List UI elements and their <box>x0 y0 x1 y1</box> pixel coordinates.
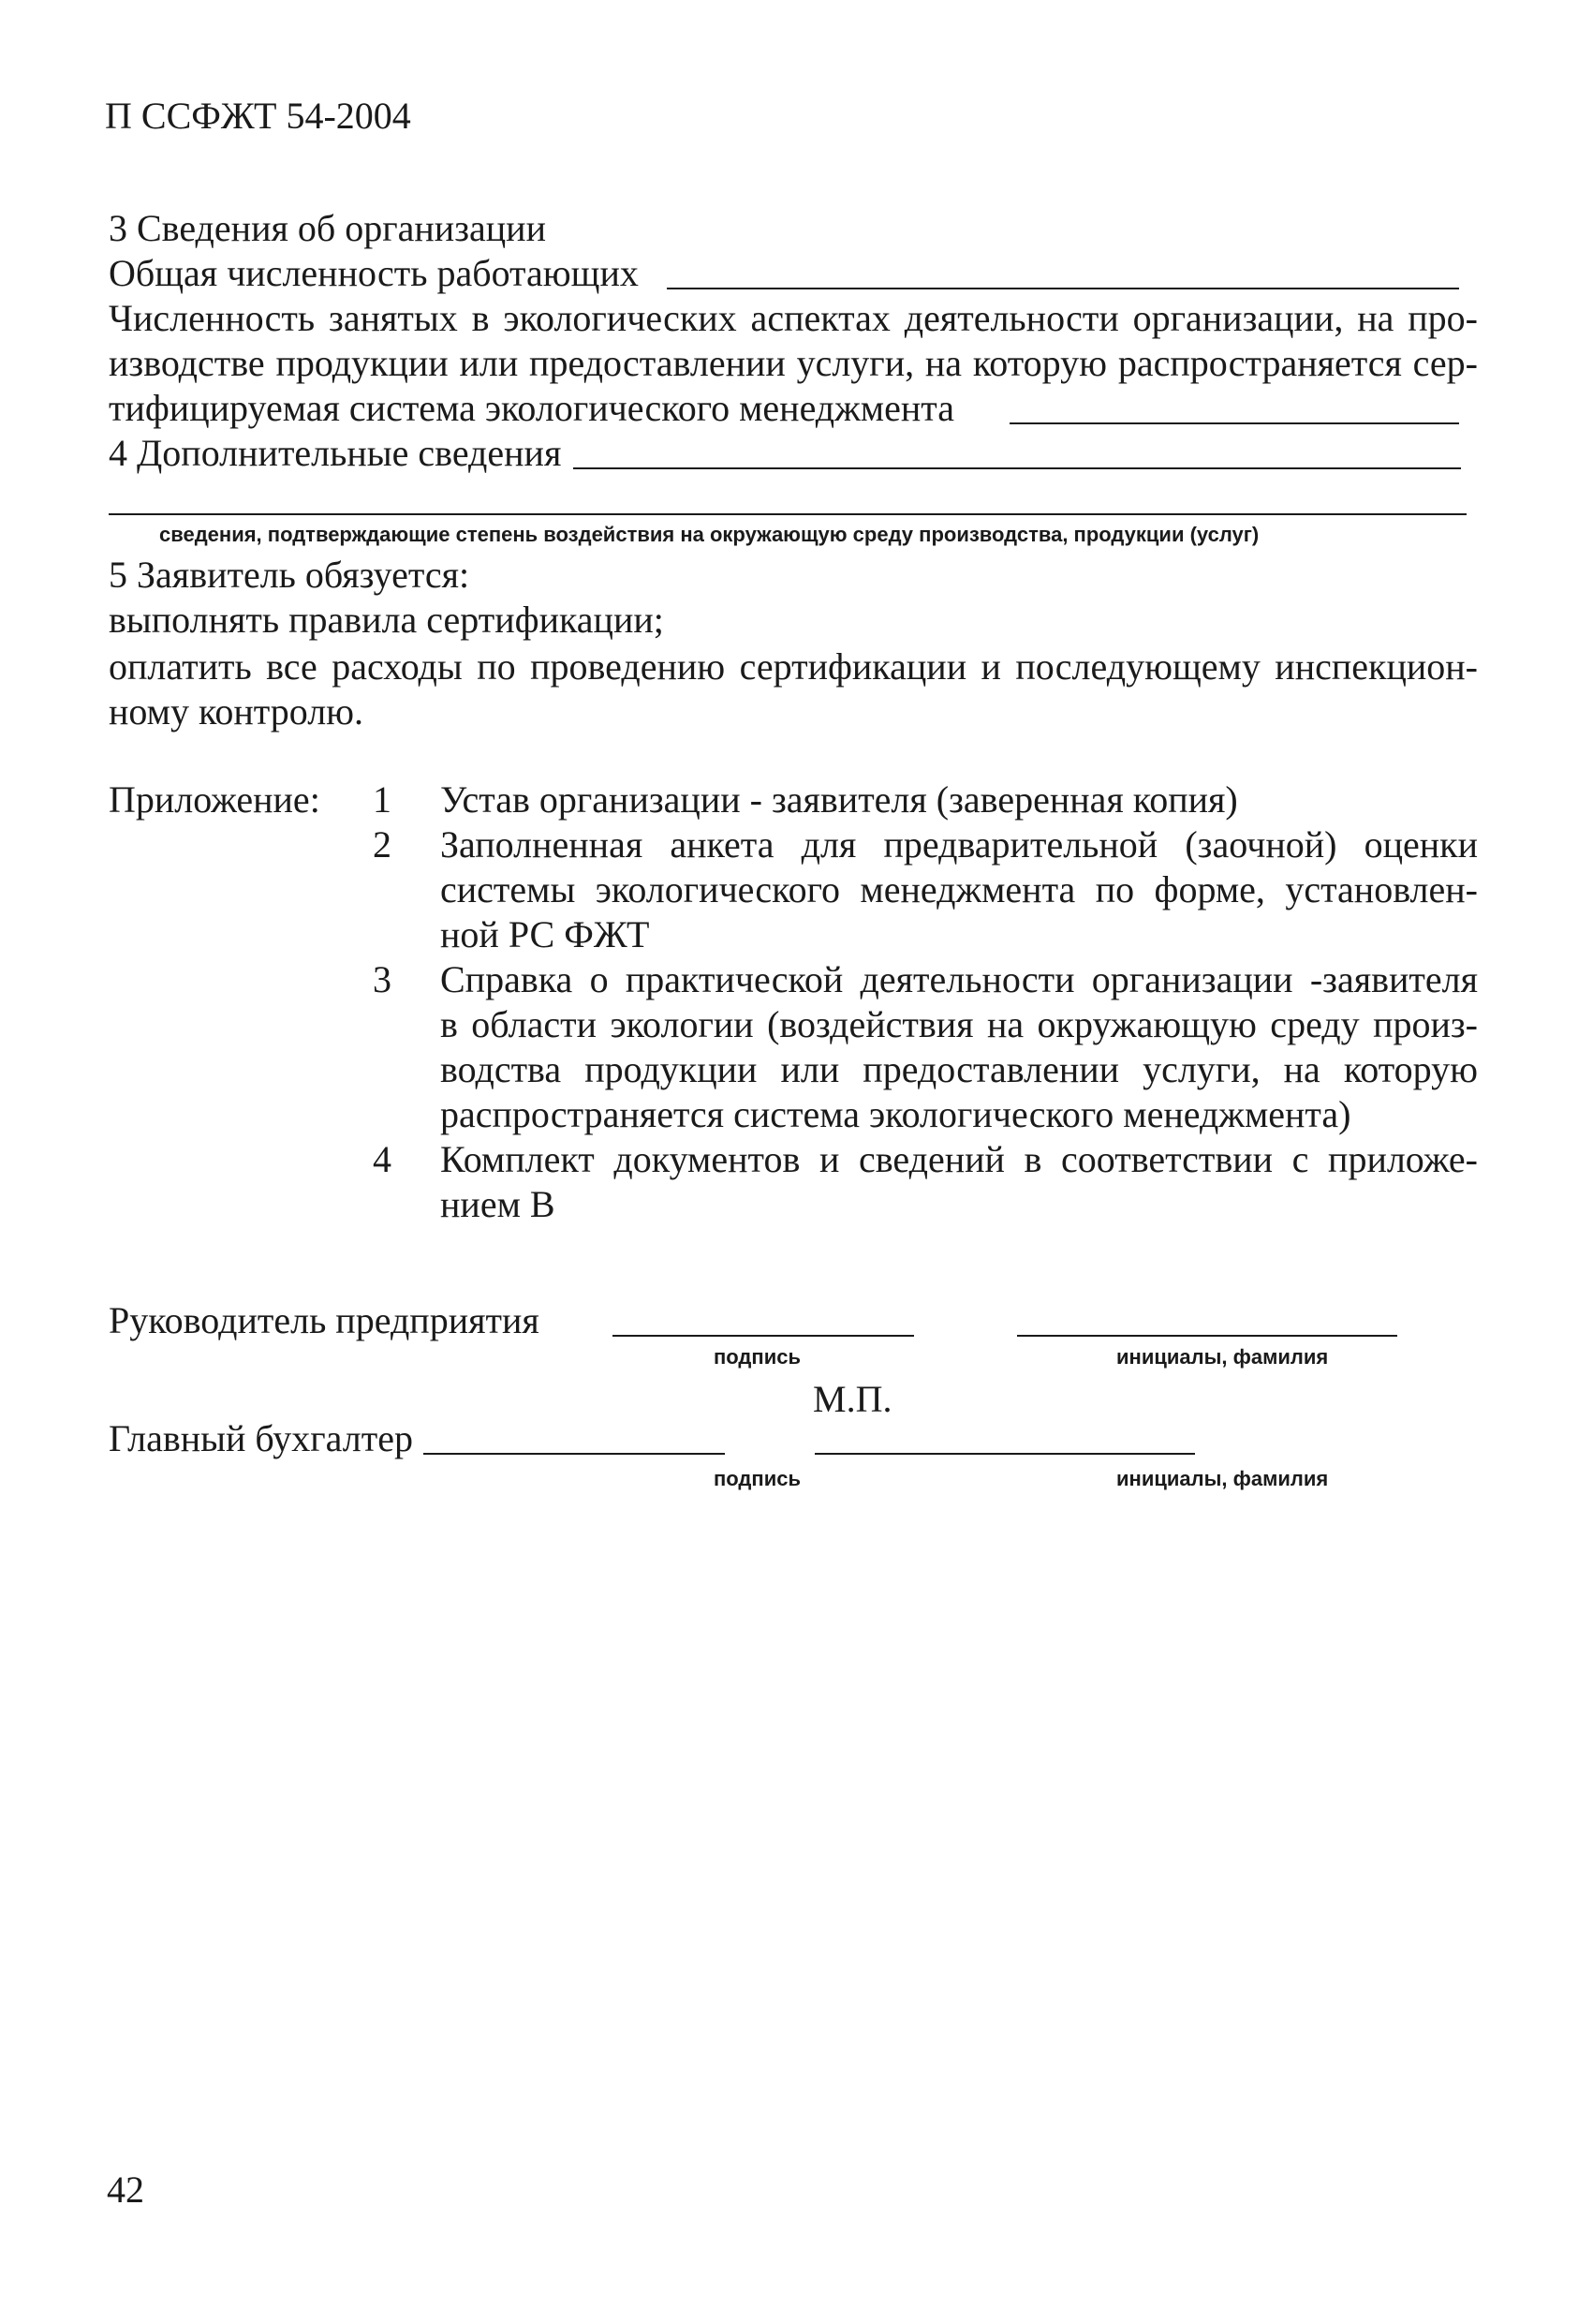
accountant-signature-caption: подпись <box>714 1467 801 1490</box>
total-staff-label: Общая численность работающих <box>109 252 639 294</box>
eco-staff-line-3: тифицируемая система экологического менеджмента <box>109 387 954 429</box>
total-staff-field[interactable] <box>667 288 1459 289</box>
appendix-label: Приложение: <box>109 778 320 821</box>
head-name-field[interactable] <box>1017 1335 1397 1337</box>
accountant-name-caption: инициалы, фамилия <box>1116 1467 1329 1490</box>
appendix-item-number: 2 <box>373 823 391 866</box>
appendix-item-2-line-2: системы экологического менеджмента по форме, установлен- <box>440 868 1478 910</box>
head-of-enterprise-label: Руководитель предприятия <box>109 1299 539 1341</box>
appendix-item-number: 4 <box>373 1138 391 1180</box>
obligation-2-line-1: оплатить все расходы по проведению сертификации и последующему инспекцион- <box>109 645 1478 688</box>
appendix-item-3-line-4: распространяется система экологического менеджмента) <box>440 1093 1351 1135</box>
appendix-item-number: 3 <box>373 958 391 1000</box>
eco-staff-line-2: изводстве продукции или предоставлении услуги, на которую распространяется сер- <box>109 342 1478 384</box>
appendix-item-4-line-2: нием В <box>440 1183 555 1225</box>
head-signature-caption: подпись <box>714 1345 801 1369</box>
accountant-name-field[interactable] <box>815 1453 1195 1455</box>
additional-info-field[interactable] <box>573 467 1461 469</box>
appendix-item-2-line-1: Заполненная анкета для предварительной (заочной) оценки <box>440 823 1478 866</box>
appendix-item-3-line-3: водства продукции или предоставлении услуги, на которую <box>440 1048 1478 1090</box>
eco-staff-field[interactable] <box>1010 422 1459 424</box>
stamp-place: М.П. <box>813 1378 892 1420</box>
head-name-caption: инициалы, фамилия <box>1116 1345 1329 1369</box>
chief-accountant-label: Главный бухгалтер <box>109 1417 413 1459</box>
head-signature-field[interactable] <box>612 1335 914 1337</box>
appendix-item-number: 1 <box>373 778 391 821</box>
appendix-item-1-line-1: Устав организации - заявителя (заверенная копия) <box>440 778 1238 821</box>
section-5-heading: 5 Заявитель обязуется: <box>109 554 470 596</box>
appendix-item-3-line-1: Справка о практической деятельности организации -заявителя <box>440 958 1478 1000</box>
accountant-signature-field[interactable] <box>423 1453 725 1455</box>
additional-info-caption: сведения, подтверждающие степень воздействия на окружающую среду производства, продукции (услуг) <box>159 523 1260 546</box>
eco-staff-line-1: Численность занятых в экологических аспектах деятельности организации, на про- <box>109 297 1478 339</box>
obligation-1: выполнять правила сертификации; <box>109 599 664 641</box>
additional-info-field-2[interactable] <box>109 513 1467 515</box>
appendix-item-3-line-2: в области экологии (воздействия на окружающую среду произ- <box>440 1003 1478 1045</box>
appendix-item-2-line-3: ной РС ФЖТ <box>440 913 650 955</box>
section-4-label: 4 Дополнительные сведения <box>109 432 562 474</box>
obligation-2-line-2: ному контролю. <box>109 690 364 733</box>
page-number: 42 <box>107 2169 144 2211</box>
section-3-heading: 3 Сведения об организации <box>109 207 546 249</box>
document-code: П ССФЖТ 54-2004 <box>105 95 411 137</box>
appendix-item-4-line-1: Комплект документов и сведений в соответствии с приложе- <box>440 1138 1478 1180</box>
